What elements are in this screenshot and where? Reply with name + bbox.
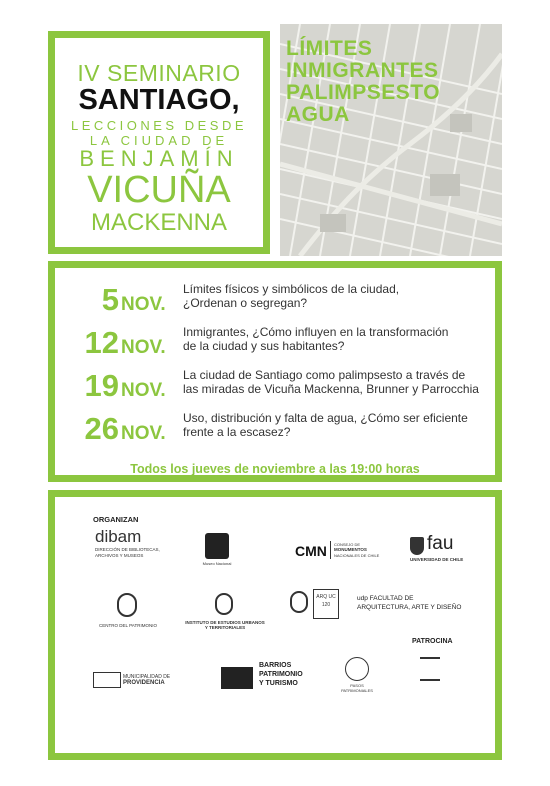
session-month: NOV. [121,380,166,401]
cmn-divider [330,541,331,559]
city-map-image [280,24,502,256]
title-line-lecciones: LECCIONES DESDE [70,118,248,133]
title-line-ciudad: LA CIUDAD DE [89,133,229,148]
topic-limites: LÍMITES [286,37,373,60]
topic-agua: AGUA [286,103,350,126]
instituto-seal-icon [215,593,233,615]
session-line: La ciudad de Santiago como palimpsesto a través de [183,368,466,382]
schedule-footer: Todos los jueves de noviembre a las 19:00 horas [130,462,420,476]
title-line-benjamin: BENJAMÍN [79,146,239,171]
uchile-shield-icon [410,537,424,555]
patrocina-logo-icon [420,657,440,681]
dibam-logo: dibam [95,527,142,546]
session-description [183,282,503,310]
bicycle-icon [345,657,369,681]
session-line: ¿Ordenan o segregan? [183,296,308,310]
session-month: NOV. [121,294,166,315]
patrocina-label: PATROCINA [412,638,453,645]
arq-uc-logo: ARQ UC 120 [313,589,339,619]
session-day: 12 [84,325,119,360]
schedule-box [48,261,502,482]
udp-label2: ARQUITECTURA, ARTE Y DISEÑO [357,604,462,611]
instituto-label1: INSTITUTO DE ESTUDIOS URBANOS [185,620,265,625]
barrios-line: PATRIMONIO [259,671,303,678]
cmn-sub3: NACIONALES DE CHILE [334,553,380,558]
barrios-label [259,661,303,688]
title-line-seminar: IV SEMINARIO [77,60,241,86]
dibam-sub1: DIRECCIÓN DE BIBLIOTECAS, [95,547,160,552]
seminar-title-box [48,31,270,254]
session-description [183,411,503,439]
dibam-sub2: ARCHIVOS Y MUSEOS [95,553,144,558]
instituto-label2: Y TERRITORIALES [204,625,246,630]
session-day: 26 [84,411,119,446]
session-line: frente a la escasez? [183,425,291,439]
organizan-label: ORGANIZAN [93,515,139,524]
session-day: 5 [101,282,119,317]
udp-label1: udp FACULTAD DE [357,595,414,602]
session-day: 19 [84,368,119,403]
barrios-line: Y TURISMO [259,680,298,687]
barrios-line: BARRIOS [259,662,292,669]
topic-inmigrantes: INMIGRANTES [286,59,439,82]
session-line: de la ciudad y sus habitantes? [183,339,345,353]
muni-label2: PROVIDENCIA [123,680,165,686]
session-line: Uso, distribución y falta de agua, ¿Cómo ser eficiente [183,411,468,425]
session-description [183,325,503,353]
centro-label: CENTRO DEL PATRIMONIO [99,623,157,628]
session-line: Límites físicos y simbólicos de la ciudad, [183,282,400,296]
title-line-mackenna: MACKENNA [90,209,228,236]
fau-sub: UNIVERSIDAD DE CHILE [410,557,464,562]
fau-logo: fau [427,533,454,554]
museo-label: Museo Nacional [202,561,232,566]
museo-nacional-icon [205,533,229,559]
session-line: las miradas de Vicuña Mackenna, Brunner y Parrocchia [183,382,479,396]
cmn-sub2: MONUMENTOS [334,547,367,552]
centro-patrimonio-seal-icon [117,593,137,617]
pasos-label: PASOS PATRIMONIALES [341,683,373,693]
puc-seal-icon [290,591,308,613]
topic-palimpsesto: PALIMPSESTO [286,81,441,104]
session-line: Inmigrantes, ¿Cómo influyen en la transformación [183,325,449,339]
session-month: NOV. [121,337,166,358]
cmn-logo: CMN [295,543,327,559]
title-line-vicuna: VICUÑA [87,169,231,211]
muni-label1: MUNICIPALIDAD DE [123,674,171,680]
title-line-santiago: SANTIAGO, [78,84,240,116]
barrios-church-icon [221,667,253,689]
cmn-sub1: CONSEJO DE [334,542,361,547]
session-month: NOV. [121,423,166,444]
session-description [183,368,503,396]
municipalidad-building-icon [93,672,121,688]
sponsors-box [48,490,502,760]
